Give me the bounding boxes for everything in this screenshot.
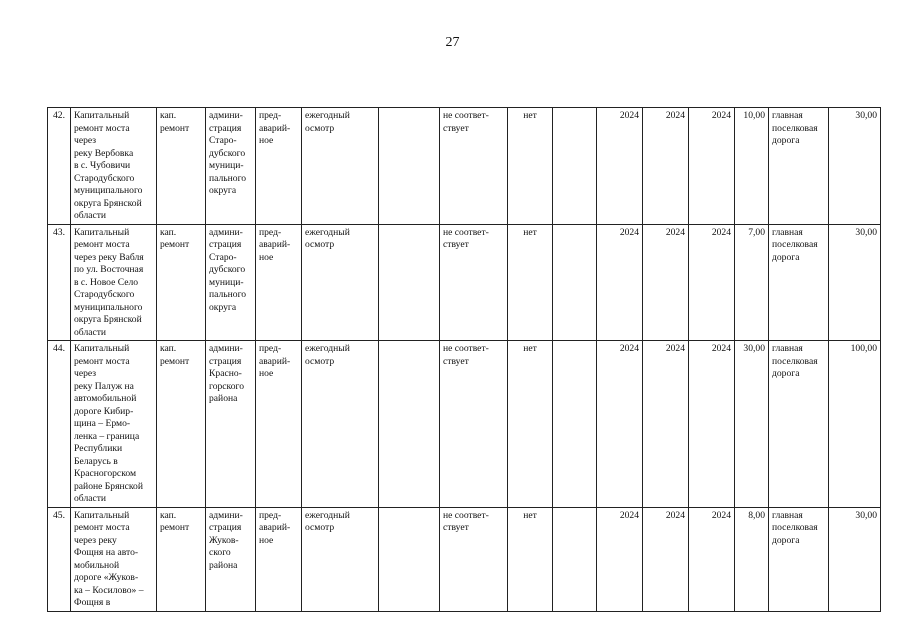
- year-end: 2024: [643, 108, 689, 225]
- value: 30,00: [829, 224, 881, 341]
- length: 30,00: [735, 341, 769, 508]
- table-row: [48, 108, 881, 225]
- compliance: не соответ- ствует: [440, 224, 508, 341]
- length: 8,00: [735, 507, 769, 611]
- object-name: Капитальный ремонт моста через реку Вабля по ул. Восточная в с. Новое Село Стародубского муниципального округа Брянской области: [71, 224, 157, 341]
- length: 7,00: [735, 224, 769, 341]
- empty-cell: [379, 507, 440, 611]
- empty-cell: [553, 108, 597, 225]
- inspection-type: ежегодный осмотр: [302, 341, 379, 508]
- object-name: Капитальный ремонт моста через реку Фощня на авто- мобильной дороге «Жуков- ка – Косилово» – Фощня в: [71, 507, 157, 611]
- row-number: 43.: [48, 224, 71, 341]
- technical-state: пред- аварий- ное: [256, 224, 302, 341]
- compliance: не соответ- ствует: [440, 341, 508, 508]
- row-number: 45.: [48, 507, 71, 611]
- empty-cell: [553, 507, 597, 611]
- technical-state: пред- аварий- ное: [256, 341, 302, 508]
- year-end: 2024: [643, 224, 689, 341]
- inspection-type: ежегодный осмотр: [302, 224, 379, 341]
- value: 30,00: [829, 507, 881, 611]
- flag: нет: [508, 507, 553, 611]
- technical-state: пред- аварий- ное: [256, 507, 302, 611]
- object-name: Капитальный ремонт моста через реку Палуж на автомобильной дороге Кибир- щина – Ермо- ленка – граница Республики Беларусь в Красногорском районе Брянской области: [71, 341, 157, 508]
- owner: админи- страция Жуков- ского района: [206, 507, 256, 611]
- table-row: [48, 224, 881, 341]
- year-commission: 2024: [689, 341, 735, 508]
- year-start: 2024: [597, 224, 643, 341]
- year-commission: 2024: [689, 507, 735, 611]
- road-category: главная поселковая дорога: [769, 507, 829, 611]
- work-type: кап. ремонт: [157, 108, 206, 225]
- road-category: главная поселковая дорога: [769, 108, 829, 225]
- row-number: 44.: [48, 341, 71, 508]
- road-category: главная поселковая дорога: [769, 341, 829, 508]
- empty-cell: [553, 341, 597, 508]
- flag: нет: [508, 341, 553, 508]
- bridge-repair-table: [47, 107, 881, 612]
- year-end: 2024: [643, 341, 689, 508]
- year-end: 2024: [643, 507, 689, 611]
- owner: админи- страция Старо- дубского муници- пального округа: [206, 108, 256, 225]
- year-start: 2024: [597, 341, 643, 508]
- flag: нет: [508, 224, 553, 341]
- technical-state: пред- аварий- ное: [256, 108, 302, 225]
- flag: нет: [508, 108, 553, 225]
- road-category: главная поселковая дорога: [769, 224, 829, 341]
- work-type: кап. ремонт: [157, 341, 206, 508]
- inspection-type: ежегодный осмотр: [302, 507, 379, 611]
- object-name: Капитальный ремонт моста через реку Вербовка в с. Чубовичи Стародубского муниципального округа Брянской области: [71, 108, 157, 225]
- length: 10,00: [735, 108, 769, 225]
- empty-cell: [379, 341, 440, 508]
- value: 100,00: [829, 341, 881, 508]
- empty-cell: [379, 108, 440, 225]
- year-commission: 2024: [689, 108, 735, 225]
- owner: админи- страция Старо- дубского муници- пального округа: [206, 224, 256, 341]
- value: 30,00: [829, 108, 881, 225]
- page-number: 27: [445, 35, 460, 50]
- compliance: не соответ- ствует: [440, 108, 508, 225]
- year-start: 2024: [597, 507, 643, 611]
- empty-cell: [553, 224, 597, 341]
- empty-cell: [379, 224, 440, 341]
- year-start: 2024: [597, 108, 643, 225]
- work-type: кап. ремонт: [157, 224, 206, 341]
- row-number: 42.: [48, 108, 71, 225]
- work-type: кап. ремонт: [157, 507, 206, 611]
- owner: админи- страция Красно- горского района: [206, 341, 256, 508]
- inspection-type: ежегодный осмотр: [302, 108, 379, 225]
- compliance: не соответ- ствует: [440, 507, 508, 611]
- year-commission: 2024: [689, 224, 735, 341]
- table-row: [48, 341, 881, 508]
- table-row: [48, 507, 881, 611]
